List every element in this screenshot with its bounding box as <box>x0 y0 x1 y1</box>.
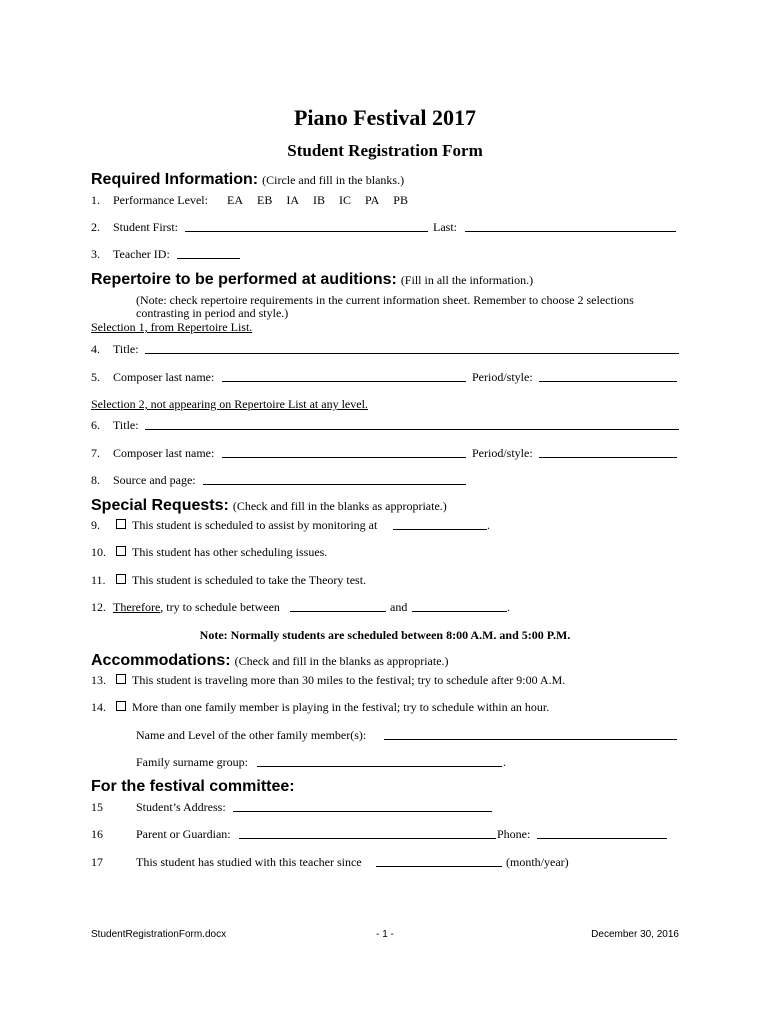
period-2-label: Period/style: <box>472 446 533 460</box>
footer-filename: StudentRegistrationForm.docx <box>91 929 227 940</box>
item-10-num: 10. <box>91 545 106 559</box>
normal-schedule-note: Note: Normally students are scheduled between 8:00 A.M. and 5:00 P.M. <box>199 628 571 642</box>
page-subtitle: Student Registration Form <box>287 141 483 160</box>
period-1-label: Period/style: <box>472 370 533 384</box>
repertoire-heading: Repertoire to be performed at auditions: <box>91 271 397 288</box>
monitoring-row <box>116 518 377 532</box>
composer-1-field[interactable] <box>222 371 466 382</box>
schedule-start-field[interactable] <box>290 601 386 612</box>
traveling-checkbox[interactable] <box>116 674 126 684</box>
composer-2-field[interactable] <box>222 447 466 458</box>
committee-heading: For the festival committee: <box>91 778 295 795</box>
source-page-label: Source and page: <box>113 473 196 487</box>
and-text: and <box>390 600 408 614</box>
title-1-label: Title: <box>113 342 139 356</box>
student-first-field[interactable] <box>185 221 428 232</box>
required-heading: Required Information: <box>91 171 259 188</box>
monitoring-period: . <box>487 518 490 532</box>
repertoire-instruction-line2: contrasting in period and style.) <box>136 306 289 320</box>
scheduling-issues-row <box>116 545 327 559</box>
monitoring-checkbox[interactable] <box>116 519 126 529</box>
schedule-period: . <box>507 600 510 614</box>
item-13-num: 13. <box>91 673 106 687</box>
committee-section-heading <box>91 777 295 797</box>
parent-guardian-field[interactable] <box>239 828 496 839</box>
family-surname-field[interactable] <box>257 756 502 767</box>
item-17-num: 17 <box>91 855 103 869</box>
student-address-field[interactable] <box>233 801 492 812</box>
performance-level-label: Performance Level: <box>113 193 208 207</box>
level-option-pa[interactable]: PA <box>365 193 380 207</box>
family-member-checkbox[interactable] <box>116 701 126 711</box>
period-2-field[interactable] <box>539 447 677 458</box>
item-2-num: 2. <box>91 220 100 234</box>
item-9-num: 9. <box>91 518 100 532</box>
student-address-label: Student’s Address: <box>136 800 226 814</box>
student-first-label: Student First: <box>113 220 179 234</box>
therefore-text: Therefore <box>113 600 161 614</box>
performance-level-options <box>227 193 422 207</box>
period-1-field[interactable] <box>539 371 677 382</box>
scheduling-issues-label: This student has other scheduling issues. <box>132 545 328 559</box>
item-8-num: 8. <box>91 473 100 487</box>
repertoire-note: (Fill in all the information.) <box>400 273 534 287</box>
footer-page-number: - 1 - <box>376 929 394 940</box>
repertoire-section-heading <box>91 270 533 290</box>
theory-test-label: This student is scheduled to take the Theory test. <box>132 573 367 587</box>
item-5-num: 5. <box>91 370 100 384</box>
level-option-pb[interactable]: PB <box>393 193 408 207</box>
item-12-num: 12. <box>91 600 106 614</box>
title-2-field[interactable] <box>145 419 679 430</box>
level-option-ea[interactable]: EA <box>227 193 243 207</box>
item-16-num: 16 <box>91 827 103 841</box>
teacher-id-field[interactable] <box>177 248 240 259</box>
footer-date: December 30, 2016 <box>591 929 679 940</box>
title-1-field[interactable] <box>145 343 679 354</box>
page-title: Piano Festival 2017 <box>293 105 477 130</box>
monitoring-label: This student is scheduled to assist by monitoring at <box>132 518 378 532</box>
phone-field[interactable] <box>537 828 667 839</box>
composer-1-label: Composer last name: <box>113 370 215 384</box>
traveling-label: This student is traveling more than 30 miles to the festival; try to schedule after 9:00 A.M. <box>132 673 566 687</box>
item-4-num: 4. <box>91 342 100 356</box>
item-15-num: 15 <box>91 800 103 814</box>
monitoring-time-field[interactable] <box>393 519 487 530</box>
title-2-label: Title: <box>113 418 139 432</box>
special-heading: Special Requests: <box>91 497 229 514</box>
scheduling-issues-checkbox[interactable] <box>116 546 126 556</box>
month-year-suffix: (month/year) <box>506 855 569 869</box>
family-name-level-field[interactable] <box>384 729 677 740</box>
source-page-field[interactable] <box>203 474 466 485</box>
studied-since-label: This student has studied with this teacher since <box>136 855 362 869</box>
schedule-end-field[interactable] <box>412 601 507 612</box>
family-member-label: More than one family member is playing in the festival; try to schedule within an hour. <box>132 700 550 714</box>
schedule-between-row <box>113 600 280 614</box>
family-surname-label: Family surname group: <box>136 755 248 769</box>
item-6-num: 6. <box>91 418 100 432</box>
traveling-row <box>116 673 565 687</box>
phone-label: Phone: <box>497 827 531 841</box>
theory-test-row <box>116 573 366 587</box>
repertoire-instruction-line1: (Note: check repertoire requirements in the current information sheet. Remember to choose 2 selections <box>136 293 634 307</box>
required-note: (Circle and fill in the blanks.) <box>262 173 405 187</box>
teacher-id-label: Teacher ID: <box>113 247 170 261</box>
item-1-num: 1. <box>91 193 100 207</box>
item-7-num: 7. <box>91 446 100 460</box>
item-14-num: 14. <box>91 700 106 714</box>
special-section-heading <box>91 496 447 516</box>
theory-test-checkbox[interactable] <box>116 574 126 584</box>
level-option-eb[interactable]: EB <box>257 193 273 207</box>
accommodations-section-heading <box>91 651 449 671</box>
accommodations-note: (Check and fill in the blanks as appropriate.) <box>234 654 449 668</box>
family-name-level-label: Name and Level of the other family member(s): <box>136 728 367 742</box>
required-section-heading <box>91 170 404 190</box>
special-note: (Check and fill in the blanks as appropriate.) <box>232 499 447 513</box>
student-last-field[interactable] <box>465 221 676 232</box>
schedule-between-label: , try to schedule between <box>160 600 280 614</box>
selection-2-heading: Selection 2, not appearing on Repertoire List at any level. <box>91 397 368 411</box>
level-option-ib[interactable]: IB <box>313 193 326 207</box>
composer-2-label: Composer last name: <box>113 446 215 460</box>
item-3-num: 3. <box>91 247 100 261</box>
level-option-ia[interactable]: IA <box>286 193 300 207</box>
studied-since-field[interactable] <box>376 856 502 867</box>
selection-1-heading: Selection 1, from Repertoire List. <box>91 320 253 334</box>
accommodations-heading: Accommodations: <box>91 652 231 669</box>
family-member-row <box>116 700 549 714</box>
student-last-label: Last: <box>433 220 457 234</box>
parent-guardian-label: Parent or Guardian: <box>136 827 231 841</box>
surname-period: . <box>503 755 506 769</box>
level-option-ic[interactable]: IC <box>339 193 352 207</box>
item-11-num: 11. <box>91 573 106 587</box>
